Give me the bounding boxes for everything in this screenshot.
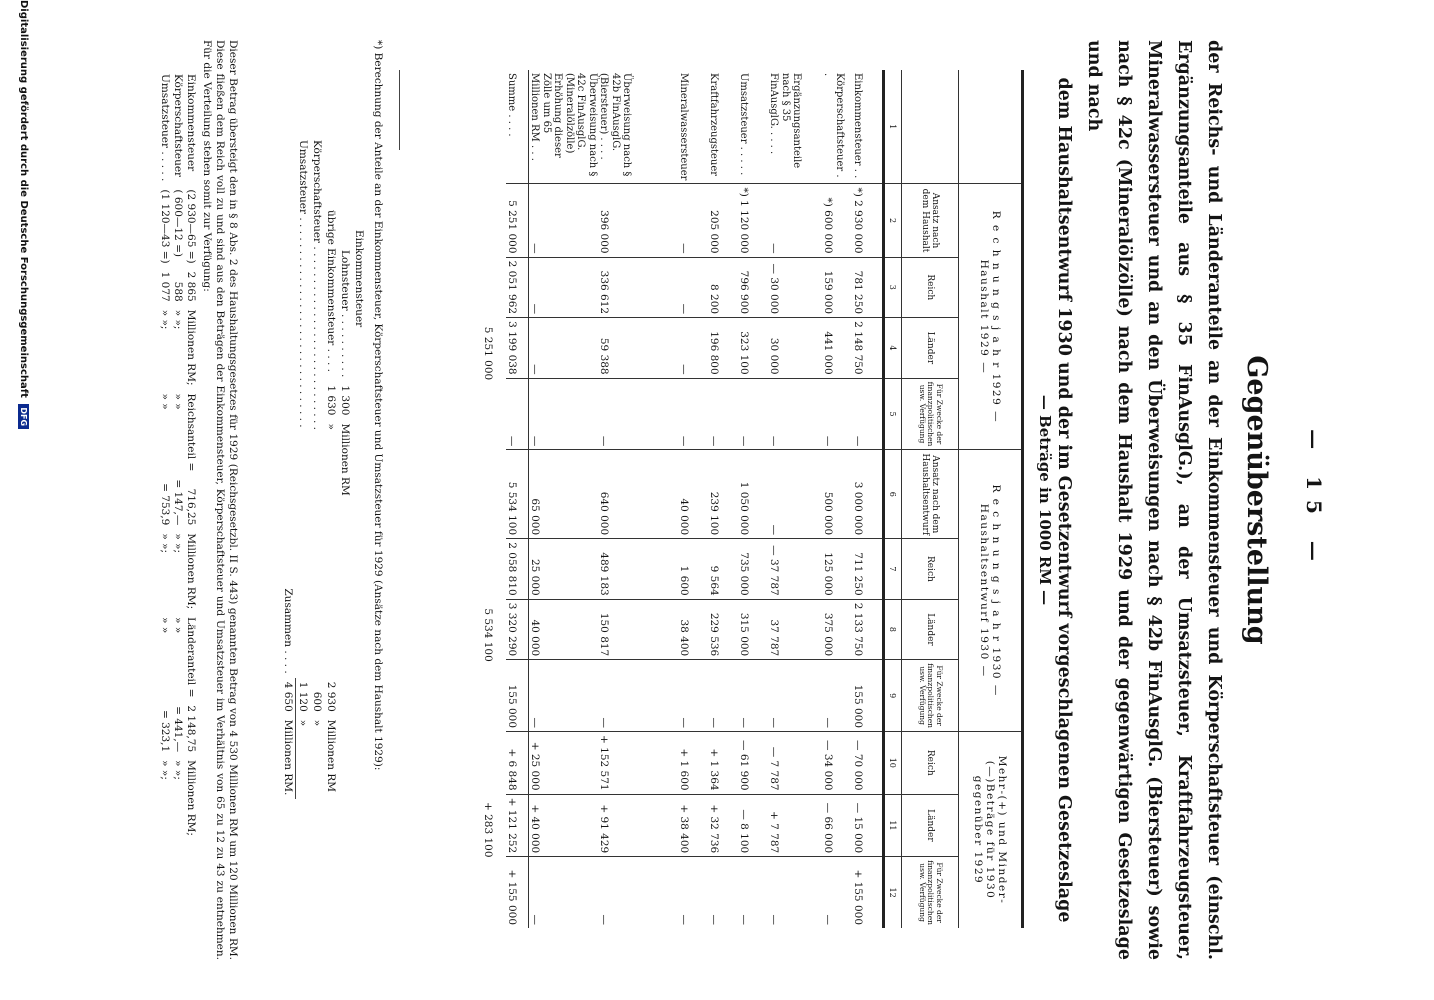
cell: *) 2 930 000 [852, 184, 884, 257]
col-number: 1 [884, 70, 902, 184]
distribution-line [172, 70, 185, 840]
cell: — [598, 857, 678, 928]
dist-cell: 716,25 [185, 488, 198, 526]
umsatz-label: Umsatzsteuer . . . . . . . . . . . . . . . . . . . . . . . . . . . . . . . . [296, 140, 309, 428]
comparison-table [482, 70, 1024, 928]
row-label: Überweisung nach § 42c FinAusglG. (Mineralölzölle) Erhöhung dieser Zölle um 65 Millionen RM . . . [529, 73, 598, 177]
sum-cell: 3 199 038 [506, 318, 529, 379]
dist-cell: 1 077 [159, 271, 172, 302]
subtitle-text: der Reichs- und Länderanteile an der Einkommensteuer und Körperschaftsteuer (einschl. Ergänzungsanteile aus § 35 FinAusglG.), an der Umsatzsteuer, Kraftfahrzeugsteuer, Mineralwassersteuer und an den Überweisungen nach § 42b FinAusglG. (Biersteuer) sowie nach § 42c (Mineralölzölle) nach dem Haushalt 1929 und der gegenwärtigen Gesetzeslage und nach [1084, 40, 1224, 960]
cell: — 30 000 [768, 257, 822, 318]
col-number: 3 [884, 257, 902, 318]
dist-cell: Länderanteil = [185, 617, 198, 698]
col-number: 11 [884, 794, 902, 857]
cell: — [822, 378, 852, 450]
cell: + 32 736 [708, 794, 738, 857]
sum-cell: 3 320 290 [506, 599, 529, 660]
cell: + 155 000 [852, 857, 884, 928]
cell: — [529, 857, 599, 928]
cell: 396 000 [598, 184, 678, 257]
row-label: Überweisung nach § 42b FinAusglG. (Biersteuer) . . . . [598, 73, 633, 177]
table-row [598, 70, 678, 928]
lohnsteuer-value: 1 300 [339, 385, 351, 416]
cell: — [678, 318, 708, 379]
fn-blank [338, 500, 352, 800]
col-header-9: Für Zwecke der finanzpolitischen usw. Verfügung [902, 660, 959, 732]
grand-total-row [482, 70, 506, 928]
row-label: Kraftfahrzeugsteuer [708, 73, 720, 177]
cell: 3 000 000 [852, 450, 884, 539]
cell: — 7 787 [768, 732, 822, 795]
cell: — [768, 378, 822, 450]
zusammen-unit: Millionen RM. [281, 716, 296, 800]
dist-cell: = 753,9 [159, 483, 172, 526]
footnote-calculation [281, 100, 366, 799]
col-number: 5 [884, 378, 902, 450]
fn-blank [352, 500, 366, 800]
cell: — [768, 450, 822, 539]
row-label: Ergänzungsanteile nach § 35 FinAusglG. . . . . [768, 73, 803, 169]
cell: 40 000 [529, 599, 599, 660]
cell: 315 000 [738, 599, 768, 660]
dist-cell: » »; [159, 309, 172, 330]
cell: 323 100 [738, 318, 768, 379]
distribution-line [159, 70, 172, 840]
digitization-text: Digitalisierung gefördert durch die Deutsche Forschungsgemeinschaft [18, 0, 29, 398]
col-header-4: Länder [902, 318, 959, 379]
cell: 8 200 [708, 257, 738, 318]
period-1929: R e c h n u n g s j a h r 1929 — Haushalt 1929 — [959, 184, 1023, 450]
cell: 65 000 [529, 450, 599, 539]
column-number-row [884, 70, 902, 928]
sum-cell: + 6 848 [506, 732, 529, 795]
footnote-paragraph: Dieser Betrag übersteigt den in § 8 Abs. 2 des Haushaltungsgesetzes für 1929 (Reichsgesetzbl. II S. 443) genannten Betrag von 4 530 Millionen RM um 120 Millionen RM. Diese fließen dem Reich voll zu und sind aus den Beträgen der Einkommensteuer, Körperschaftsteuer und Umsatzsteuer im Verhältnis von 65 zu 12 zu 43 zu entnehmen. Für die Verteilung stehen somit zur Verfügung: [201, 40, 239, 960]
cell: + 40 000 [529, 794, 599, 857]
dist-cell: ( 600—12 =) [172, 189, 185, 257]
col-number: 9 [884, 660, 902, 732]
cell: — [529, 257, 599, 318]
cell: — [598, 660, 678, 732]
cell: 9 564 [708, 539, 738, 600]
cell: 155 000 [852, 660, 884, 732]
sum-label: Summe . . . . [506, 70, 529, 184]
column-header-row [902, 70, 959, 928]
koerperschaft-value: 600 [311, 691, 323, 712]
col-header-10: Reich [902, 732, 959, 795]
table-row [852, 70, 884, 928]
cell: — [598, 378, 678, 450]
cell: — 34 000 [822, 732, 852, 795]
cell: 37 787 [768, 599, 822, 660]
col-number: 7 [884, 539, 902, 600]
cell: 735 000 [738, 539, 768, 600]
total-blank [482, 450, 506, 539]
total-1930: 5 534 100 [482, 608, 494, 662]
cell: + 7 787 [768, 794, 822, 857]
cell: — [768, 184, 822, 257]
sum-cell: + 155 000 [506, 857, 529, 928]
zusammen-label: Zusammen . . . . [282, 588, 295, 674]
subtitle-last-line: dem Haushaltsentwurf 1930 und der im Gesetzentwurf vorgeschlagenen Gesetzeslage [1054, 77, 1074, 923]
dist-cell: (1 120—43 =) [159, 189, 172, 264]
col-header-8: Länder [902, 599, 959, 660]
cell: — [678, 857, 708, 928]
cell: — [708, 378, 738, 450]
table-row [768, 70, 822, 928]
cell: + 38 400 [678, 794, 708, 857]
sum-cell: 155 000 [506, 660, 529, 732]
zusammen-value: 4 650 [281, 678, 296, 716]
cell: 489 183 [598, 539, 678, 600]
cell: — [678, 378, 708, 450]
cell: — [738, 660, 768, 732]
sum-cell: + 121 252 [506, 794, 529, 857]
total-1929: 5 251 000 [482, 326, 494, 381]
col-number: 4 [884, 318, 902, 379]
cell: — [768, 660, 822, 732]
cell: 150 817 [598, 599, 678, 660]
cell: 796 900 [738, 257, 768, 318]
dist-cell: = 147,— [172, 479, 185, 526]
cell: 1 600 [678, 539, 708, 600]
dist-cell: » »; [172, 760, 185, 780]
sum-row [506, 70, 529, 928]
page-title: Gegenüberstellung [1241, 355, 1272, 645]
cell: — [678, 184, 708, 257]
dist-cell: » »; [172, 309, 185, 330]
dfg-logo: DFG [18, 404, 29, 429]
cell: + 152 571 [598, 732, 678, 795]
cell: *) 600 000 [822, 184, 852, 257]
uebrige-value: 1 630 [325, 385, 337, 416]
dist-cell: 588 [172, 281, 185, 302]
cell: 25 000 [529, 539, 599, 600]
dist-cell: Millionen RM; [185, 533, 198, 610]
cell: — [678, 257, 708, 318]
koerperschaft-label: Körperschaftsteuer . . . . . . . . . . . . . . . . . . . . . . . . . . . . [311, 140, 323, 430]
unit-note: — Beträge in 1000 RM — [1036, 394, 1054, 606]
cell: 30 000 [768, 318, 822, 379]
cell: — 8 100 [738, 794, 768, 857]
cell: 159 000 [822, 257, 852, 318]
dist-cell: = 323,1 [159, 709, 172, 753]
cell: — 37 787 [768, 539, 822, 600]
col-number: 6 [884, 450, 902, 539]
table-row [738, 70, 768, 928]
cell: 38 400 [678, 599, 708, 660]
col-number: 8 [884, 599, 902, 660]
cell: — 70 000 [852, 732, 884, 795]
sum-cell: 5 534 100 [506, 450, 529, 539]
cell: — [738, 378, 768, 450]
cell: — [822, 660, 852, 732]
cell: 441 000 [822, 318, 852, 379]
dist-cell: Reichsanteil = [185, 393, 198, 472]
cell: *) 1 120 000 [738, 184, 768, 257]
cell: 205 000 [708, 184, 738, 257]
dist-cell: Umsatzsteuer . . . . . [159, 74, 172, 182]
digitization-note [18, 0, 29, 1000]
col-header-12: Für Zwecke der finanzpolitischen usw. Verfügung [902, 857, 959, 928]
table-row [678, 70, 708, 928]
cell: 229 536 [708, 599, 738, 660]
dist-cell: 2 865 [185, 271, 198, 302]
dist-cell: » » [172, 617, 185, 634]
distribution-lines [159, 70, 198, 840]
cell: — [738, 857, 768, 928]
sum-cell: 2 058 810 [506, 539, 529, 600]
cell: 336 612 [598, 257, 678, 318]
dist-cell: » »; [159, 533, 172, 554]
dist-cell: = 441,— [172, 706, 185, 753]
cell: — [768, 857, 822, 928]
period-1930: R e c h n u n g s j a h r 1930 — Haushaltsentwurf 1930 — [959, 450, 1023, 732]
cell: — [678, 660, 708, 732]
cell: — 66 000 [822, 794, 852, 857]
dist-cell: » » [159, 393, 172, 410]
cell: 59 388 [598, 318, 678, 379]
page-subtitle [1049, 40, 1229, 960]
footnote-heading: *) Berechnung der Anteile an der Einkommensteuer, Körperschaftsteuer und Umsatzsteuer für 1929 (Ansätze nach dem Haushalt 1929): [372, 40, 384, 771]
dist-cell: Einkommensteuer [185, 74, 198, 172]
cell: — [529, 660, 599, 732]
umsatz-unit: » [297, 719, 309, 727]
cell: — [708, 857, 738, 928]
cell: — 15 000 [852, 794, 884, 857]
dist-cell: Millionen RM; [185, 309, 198, 386]
cell: 125 000 [822, 539, 852, 600]
period-difference: Mehr-(+) und Minder-(—)Beträge für 1930 gegenüber 1929 [959, 732, 1023, 929]
lohnsteuer-label: Lohnsteuer . . . . . . . . . . [339, 250, 351, 378]
koerperschaft-unit: » [311, 719, 323, 727]
dist-cell: Körperschaftsteuer [172, 74, 185, 178]
table-row [529, 70, 599, 928]
page-number: — 15 — [1302, 429, 1326, 571]
dist-cell: 2 148,75 [185, 705, 198, 753]
einkommen-total-unit: Millionen RM [325, 719, 337, 793]
fn-blank [324, 500, 338, 678]
cell: + 1 364 [708, 732, 738, 795]
cell: 1 050 000 [738, 450, 768, 539]
cell: — [529, 184, 599, 257]
dist-cell: Millionen RM; [185, 760, 198, 836]
cell: — [529, 318, 599, 379]
cell: 196 800 [708, 318, 738, 379]
col-header-6: Ansatz nach dem Haushaltsentwurf [902, 450, 959, 539]
total-difference: + 283 100 [482, 801, 494, 858]
dist-cell: » »; [159, 760, 172, 780]
sum-cell: — [506, 378, 529, 450]
cell: 500 000 [822, 450, 852, 539]
cell: + 91 429 [598, 794, 678, 857]
cell: — [529, 378, 599, 450]
dist-cell: » »; [172, 533, 185, 554]
row-label: Einkommensteuer . . [852, 73, 864, 179]
cell: 640 000 [598, 450, 678, 539]
header-blank-2 [902, 70, 959, 184]
einkommen-total-value: 2 930 [325, 681, 337, 712]
sum-cell: 5 251 000 [506, 184, 529, 257]
cell: 781 250 [852, 257, 884, 318]
dist-cell: (2 930—65 =) [185, 189, 198, 264]
col-number: 10 [884, 732, 902, 795]
footnote-rule [399, 70, 400, 150]
cell: + 1 600 [678, 732, 708, 795]
einkommen-label: Einkommensteuer [353, 230, 365, 328]
total-blank [482, 184, 506, 257]
cell: 2 133 750 [852, 599, 884, 660]
distribution-line [185, 70, 198, 840]
cell: + 25 000 [529, 732, 599, 795]
cell: — [852, 378, 884, 450]
cell: 711 250 [852, 539, 884, 600]
umsatz-value: 1 120 [297, 681, 309, 712]
col-header-5: Für Zwecke der finanzpolitischen usw. Verfügung [902, 378, 959, 450]
col-number: 2 [884, 184, 902, 257]
col-header-3: Reich [902, 257, 959, 318]
header-blank [959, 70, 1023, 184]
col-header-11: Länder [902, 794, 959, 857]
row-label: Umsatzsteuer . . . . . [738, 73, 750, 176]
lohnsteuer-unit: Millionen RM [339, 423, 351, 496]
uebrige-unit: » [325, 423, 337, 430]
table-row [708, 70, 738, 928]
cell: — [708, 660, 738, 732]
dist-cell: » » [159, 617, 172, 634]
row-label: Körperschaftsteuer . . [822, 73, 845, 178]
row-label: Mineralwassersteuer [678, 73, 690, 181]
total-blank [482, 70, 506, 184]
col-header-2: Ansatz nach dem Haushalt [902, 184, 959, 257]
cell: 40 000 [678, 450, 708, 539]
cell: — [822, 857, 852, 928]
cell: — 61 900 [738, 732, 768, 795]
uebrige-label: übrige Einkommensteuer . . . . [325, 210, 337, 373]
dist-cell: » » [172, 393, 185, 410]
cell: 375 000 [822, 599, 852, 660]
period-header-row [959, 70, 1023, 928]
col-header-7: Reich [902, 539, 959, 600]
table-row [822, 70, 852, 928]
col-number: 12 [884, 857, 902, 928]
cell: 2 148 750 [852, 318, 884, 379]
sum-cell: 2 051 962 [506, 257, 529, 318]
cell: 239 100 [708, 450, 738, 539]
